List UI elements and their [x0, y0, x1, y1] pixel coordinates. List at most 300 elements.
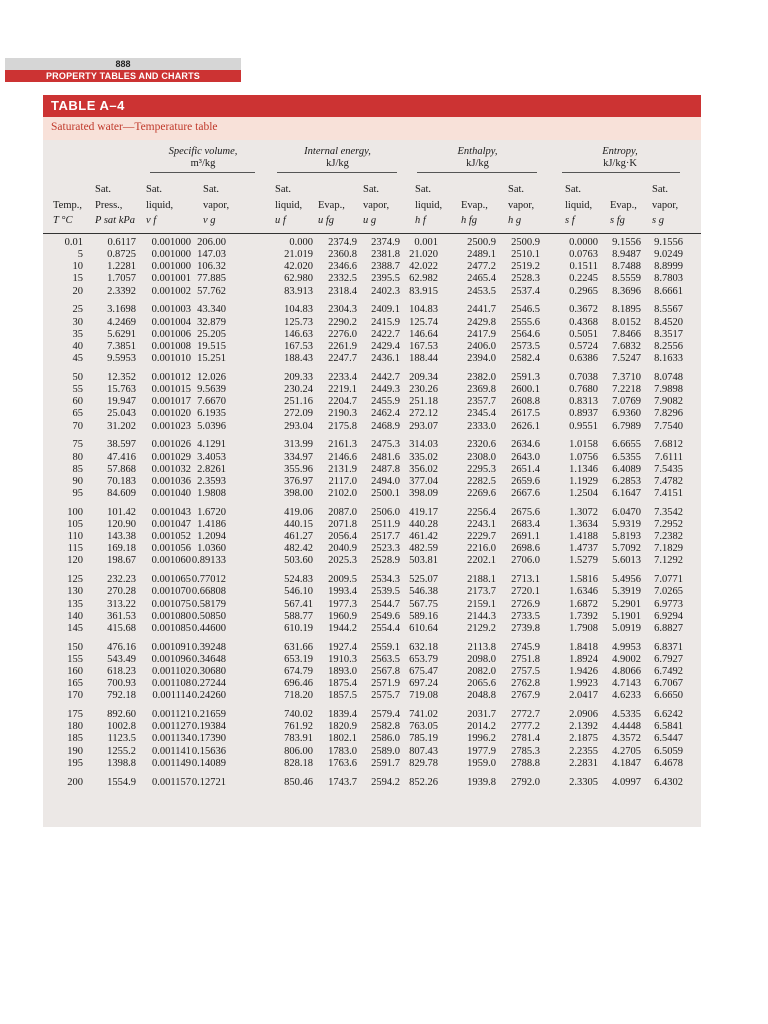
table-cell: 2691.1 [511, 531, 540, 543]
table-cell: 0.001127 [152, 721, 191, 733]
table-cell: 7.2952 [654, 518, 683, 530]
table-cell: 145 [67, 622, 83, 634]
table-cell: 2009.5 [328, 574, 357, 586]
table-cell: 2762.8 [511, 678, 540, 690]
table-cell: 230.24 [284, 384, 313, 396]
table-cell: 6.7989 [612, 420, 641, 432]
table-cell: 0.001008 [151, 340, 191, 352]
table-cell: 1398.8 [107, 757, 136, 769]
table-cell: 2698.6 [511, 543, 540, 555]
divider [417, 172, 537, 173]
table-row [43, 709, 701, 721]
table-cell: 1.4188 [569, 531, 598, 543]
table-cell: 2357.7 [467, 396, 496, 408]
table-cell: 0.24260 [191, 690, 226, 702]
table-cell: 70 [72, 420, 83, 432]
table-cell: 1.3072 [569, 506, 598, 518]
table-cell: 8.4520 [654, 316, 683, 328]
table-cell: 7.2382 [654, 531, 683, 543]
table-cell: 0.17390 [191, 733, 226, 745]
table-cell: 0.001000 [151, 237, 191, 248]
table-cell: 674.79 [284, 666, 313, 677]
table-cell: 15.251 [197, 353, 226, 365]
table-cell: 1.4186 [197, 518, 226, 530]
table-row [43, 531, 701, 543]
table-cell: 0.001001 [151, 273, 191, 285]
table-cell: 1.7392 [569, 610, 598, 622]
table-title: TABLE A–4 [51, 98, 125, 113]
table-cell: 2381.8 [371, 249, 400, 261]
table-row [43, 746, 701, 758]
table-cell: 2453.5 [467, 285, 496, 297]
table-cell: 1.7057 [107, 273, 136, 285]
table-cell: 2320.6 [467, 439, 496, 451]
table-cell: 2555.6 [511, 316, 540, 328]
table-cell: 272.09 [284, 408, 313, 420]
table-row [43, 611, 701, 623]
table-cell: 482.42 [284, 543, 313, 555]
page-header [5, 58, 241, 82]
table-cell: 1993.4 [328, 586, 357, 598]
table-cell: 2388.7 [371, 261, 400, 273]
table-cell: 6.9294 [654, 610, 683, 622]
column-header-temp: T °C [53, 215, 73, 226]
column-header-hfg: Evap., [461, 200, 488, 211]
table-cell: 0.19384 [191, 721, 226, 733]
table-cell: 2087.0 [328, 506, 357, 518]
table-cell: 1996.2 [467, 733, 496, 745]
column-header-hf: h f [415, 215, 426, 226]
column-header-sg: s g [652, 215, 664, 226]
table-cell: 567.41 [284, 598, 313, 610]
table-cell: 0.0763 [569, 249, 598, 261]
table-cell: 7.6670 [197, 396, 226, 408]
table-cell: 2546.5 [511, 304, 540, 316]
table-cell: 8.9487 [612, 249, 641, 261]
table-cell: 6.1935 [197, 408, 226, 420]
table-cell: 2544.7 [371, 598, 400, 610]
table-cell: 0.001023 [151, 420, 191, 432]
column-header-ug: u g [363, 215, 377, 226]
column-header-ug: Sat. [363, 184, 380, 195]
table-cell: 270.28 [107, 586, 136, 598]
table-cell: 8.7803 [654, 273, 683, 285]
table-cell: 0.6117 [107, 237, 136, 248]
table-cell: 2591.3 [511, 371, 540, 383]
table-cell: 2600.1 [511, 384, 540, 396]
table-cell: 115 [67, 543, 83, 555]
table-cell: 482.59 [409, 543, 438, 555]
table-cell: 2161.3 [328, 439, 357, 451]
table-cell: 0.5724 [569, 340, 598, 352]
table-cell: 90 [72, 475, 83, 487]
table-cell: 1.8924 [569, 653, 598, 665]
table-cell: 313.22 [107, 598, 136, 610]
table-cell: 8.8999 [654, 261, 683, 273]
table-cell: 1.3634 [569, 518, 598, 530]
entropy-header: Entropy, kJ/kg·K [602, 146, 638, 169]
table-row [43, 273, 701, 285]
table-cell: 251.16 [284, 396, 313, 408]
table-cell: 2256.4 [467, 506, 496, 518]
table-cell: 807.43 [409, 745, 438, 757]
table-cell: 165 [67, 678, 83, 690]
table-cell: 2332.5 [328, 273, 357, 285]
table-cell: 200 [67, 776, 83, 788]
table-row [43, 396, 701, 408]
table-cell: 2098.0 [467, 653, 496, 665]
table-cell: 105 [67, 518, 83, 530]
table-cell: 55 [72, 384, 83, 396]
table-cell: 2554.4 [371, 622, 400, 634]
table-cell: 2591.7 [371, 757, 400, 769]
table-cell: 6.1647 [612, 487, 641, 499]
table-row [43, 777, 701, 789]
table-cell: 7.0265 [654, 586, 683, 598]
table-cell: 763.05 [409, 721, 438, 733]
table-cell: 2582.8 [371, 721, 400, 733]
table-cell: 146.63 [284, 328, 313, 340]
table-cell: 0.001017 [151, 396, 191, 408]
table-cell: 525.07 [409, 574, 438, 586]
table-cell: 2429.8 [467, 316, 496, 328]
table-cell: 2346.6 [328, 261, 357, 273]
table-row [43, 329, 701, 341]
column-header-sf: liquid, [565, 200, 593, 211]
table-cell: 77.885 [197, 273, 226, 285]
table-cell: 0.001056 [151, 543, 191, 555]
table-cell: 741.02 [409, 709, 438, 721]
table-cell: 209.34 [409, 371, 438, 383]
table-cell: 1.7908 [569, 622, 598, 634]
column-header-hf: Sat. [415, 184, 432, 195]
table-cell: 110 [67, 531, 83, 543]
table-cell: 2.2355 [569, 745, 598, 757]
table-cell: 1.6872 [569, 598, 598, 610]
table-row [43, 623, 701, 635]
table-cell: 42.022 [409, 261, 438, 273]
table-cell: 2449.3 [371, 384, 400, 396]
table-cell: 6.6242 [654, 709, 683, 721]
table-row [43, 452, 701, 464]
table-cell: 12.026 [197, 371, 226, 383]
table-cell: 1.0158 [569, 439, 598, 451]
table-cell: 546.38 [409, 586, 438, 598]
table-cell: 2442.7 [371, 371, 400, 383]
table-cell: 188.44 [409, 353, 438, 365]
table-cell: 0.6386 [569, 353, 598, 365]
table-cell: 6.0470 [612, 506, 641, 518]
table-cell: 4.0997 [612, 776, 641, 788]
table-cell: 7.5247 [612, 353, 641, 365]
table-cell: 2048.8 [467, 690, 496, 702]
column-header-hf: liquid, [415, 200, 443, 211]
table-cell: 0.001026 [151, 439, 191, 451]
table-cell: 6.2853 [612, 475, 641, 487]
table-cell: 57.868 [107, 463, 136, 475]
table-cell: 1.9808 [197, 487, 226, 499]
table-row [43, 519, 701, 531]
table-cell: 1.6346 [569, 586, 598, 598]
table-cell: 0.001000 [151, 249, 191, 261]
table-cell: 209.33 [284, 371, 313, 383]
table-cell: 5.0919 [612, 622, 641, 634]
table-cell: 2395.5 [371, 273, 400, 285]
table-cell: 101.42 [107, 506, 136, 518]
table-cell: 0.001036 [151, 475, 191, 487]
table-cell: 6.7067 [654, 678, 683, 690]
table-cell: 2500.9 [511, 237, 540, 248]
table-cell: 2785.3 [511, 745, 540, 757]
table-cell: 588.77 [284, 610, 313, 622]
table-cell: 7.8296 [654, 408, 683, 420]
table-cell: 0.30680 [191, 666, 226, 677]
table-row [43, 555, 701, 567]
table-cell: 40 [72, 340, 83, 352]
table-cell: 2792.0 [511, 776, 540, 788]
table-cell: 169.18 [107, 543, 136, 555]
divider [562, 172, 680, 173]
table-cell: 8.0748 [654, 371, 683, 383]
table-cell: 0.8725 [107, 249, 136, 261]
table-cell: 335.02 [409, 451, 438, 463]
table-cell: 143.38 [107, 531, 136, 543]
table-cell: 125.74 [409, 316, 438, 328]
table-cell: 2229.7 [467, 531, 496, 543]
table-cell: 0.34648 [191, 653, 226, 665]
table-cell: 42.020 [284, 261, 313, 273]
table-cell: 2409.1 [371, 304, 400, 316]
table-cell: 9.1556 [612, 237, 641, 248]
table-cell: 188.43 [284, 353, 313, 365]
page-number: 888 [5, 58, 241, 70]
table-cell: 2216.0 [467, 543, 496, 555]
table-cell: 675.47 [409, 666, 438, 677]
table-cell: 2586.0 [371, 733, 400, 745]
table-cell: 3.1698 [107, 304, 136, 316]
table-cell: 850.46 [284, 776, 313, 788]
table-subtitle: Saturated water—Temperature table [51, 121, 218, 133]
table-cell: 2117.0 [328, 475, 357, 487]
column-header-vf: v f [146, 215, 157, 226]
table-cell: 1763.6 [328, 757, 357, 769]
table-cell: 2.3392 [107, 285, 136, 297]
table-cell: 1893.0 [328, 666, 357, 677]
table-row [43, 317, 701, 329]
table-cell: 2382.0 [467, 371, 496, 383]
column-header-sfg: s fg [610, 215, 625, 226]
table-cell: 8.0152 [612, 316, 641, 328]
table-cell: 2159.1 [467, 598, 496, 610]
table-cell: 0.001102 [152, 666, 191, 677]
table-cell: 4.4448 [612, 721, 641, 733]
table-row [43, 586, 701, 598]
table-cell: 2757.5 [511, 666, 540, 677]
table-cell: 155 [67, 653, 83, 665]
table-row [43, 758, 701, 770]
header-rule [43, 233, 701, 234]
table-cell: 2528.3 [511, 273, 540, 285]
table-cell: 2713.1 [511, 574, 540, 586]
column-header-sg: vapor, [652, 200, 679, 211]
table-cell: 0.001040 [151, 487, 191, 499]
table-row [43, 507, 701, 519]
table-cell: 2190.3 [328, 408, 357, 420]
table-cell: 0.001012 [151, 371, 191, 383]
table-cell: 0.001010 [151, 353, 191, 365]
table-cell: 1.6720 [197, 506, 226, 518]
table-cell: 9.5639 [197, 384, 226, 396]
table-cell: 7.1829 [654, 543, 683, 555]
table-row [43, 341, 701, 353]
table-cell: 5.4956 [612, 574, 641, 586]
table-cell: 0.001114 [152, 690, 191, 702]
table-cell: 4.9002 [612, 653, 641, 665]
table-cell: 6.7492 [654, 666, 683, 677]
table-cell: 62.982 [409, 273, 438, 285]
table-cell: 2726.9 [511, 598, 540, 610]
table-cell: 2429.4 [371, 340, 400, 352]
table-cell: 356.02 [409, 463, 438, 475]
table-cell: 2511.9 [371, 518, 400, 530]
table-cell: 610.19 [284, 622, 313, 634]
table-cell: 0.77012 [191, 574, 226, 586]
table-cell: 106.32 [197, 261, 226, 273]
table-cell: 0.001108 [152, 678, 191, 690]
table-cell: 567.75 [409, 598, 438, 610]
table-cell: 2436.1 [371, 353, 400, 365]
table-cell: 589.16 [409, 610, 438, 622]
column-header-hg: Sat. [508, 184, 525, 195]
column-header-temp: Temp., [53, 200, 83, 211]
table-cell: 2.2831 [569, 757, 598, 769]
table-cell: 1.1346 [569, 463, 598, 475]
table-cell: 2617.5 [511, 408, 540, 420]
table-cell: 4.1291 [197, 439, 226, 451]
table-cell: 2517.7 [371, 531, 400, 543]
table-cell: 7.9082 [654, 396, 683, 408]
table-cell: 8.1895 [612, 304, 641, 316]
table-cell: 70.183 [107, 475, 136, 487]
table-cell: 419.17 [409, 506, 438, 518]
table-cell: 4.7143 [612, 678, 641, 690]
table-cell: 147.03 [197, 249, 226, 261]
table-cell: 2549.6 [371, 610, 400, 622]
table-cell: 2113.8 [467, 641, 496, 653]
table-cell: 32.879 [197, 316, 226, 328]
table-cell: 7.4782 [654, 475, 683, 487]
table-cell: 120 [67, 555, 83, 567]
table-cell: 2129.2 [467, 622, 496, 634]
table-cell: 0.15636 [191, 745, 226, 757]
table-cell: 5.1901 [612, 610, 641, 622]
table-cell: 0.89133 [191, 555, 226, 567]
table-cell: 0.27244 [191, 678, 226, 690]
table-row [43, 721, 701, 733]
table-cell: 6.4302 [654, 776, 683, 788]
table-cell: 0.4368 [569, 316, 598, 328]
table-cell: 8.5559 [612, 273, 641, 285]
table-cell: 4.6233 [612, 690, 641, 702]
table-row [43, 599, 701, 611]
table-cell: 206.00 [197, 237, 226, 248]
table-cell: 2031.7 [467, 709, 496, 721]
table-cell: 8.3696 [612, 285, 641, 297]
table-cell: 0.001043 [151, 506, 191, 518]
table-row [43, 408, 701, 420]
table-cell: 461.42 [409, 531, 438, 543]
table-cell: 31.202 [107, 420, 136, 432]
table-cell: 1.1929 [569, 475, 598, 487]
table-cell: 2374.9 [371, 237, 400, 248]
table-cell: 2071.8 [328, 518, 357, 530]
table-cell: 785.19 [409, 733, 438, 745]
table-cell: 15 [72, 273, 83, 285]
table-cell: 0.001091 [151, 641, 191, 653]
table-cell: 25.043 [107, 408, 136, 420]
table-cell: 2146.6 [328, 451, 357, 463]
table-cell: 0.001060 [151, 555, 191, 567]
table-cell: 25 [72, 304, 83, 316]
table-cell: 761.92 [284, 721, 313, 733]
table-cell: 2534.3 [371, 574, 400, 586]
table-cell: 2510.1 [511, 249, 540, 261]
table-cell: 2318.4 [328, 285, 357, 297]
table-cell: 0.001070 [151, 586, 191, 598]
table-cell: 1802.1 [328, 733, 357, 745]
table-cell: 25.205 [197, 328, 226, 340]
table-cell: 2667.6 [511, 487, 540, 499]
table-cell: 2188.1 [467, 574, 496, 586]
table-cell: 7.5435 [654, 463, 683, 475]
table-cell: 440.15 [284, 518, 313, 530]
table-cell: 2675.6 [511, 506, 540, 518]
table-cell: 0.39248 [191, 641, 226, 653]
table-cell: 4.8066 [612, 666, 641, 677]
table-cell: 2394.0 [467, 353, 496, 365]
table-cell: 5.3919 [612, 586, 641, 598]
table-cell: 2506.0 [371, 506, 400, 518]
table-cell: 0.5051 [569, 328, 598, 340]
table-cell: 125 [67, 574, 83, 586]
table-cell: 0.001065 [151, 574, 191, 586]
table-cell: 0.0000 [569, 237, 598, 248]
column-header-uf: liquid, [275, 200, 303, 211]
table-cell: 476.16 [107, 641, 136, 653]
table-cell: 6.7927 [654, 653, 683, 665]
table-cell: 0.7680 [569, 384, 598, 396]
table-cell: 185 [67, 733, 83, 745]
table-cell: 2247.7 [328, 353, 357, 365]
table-cell: 2.8261 [197, 463, 226, 475]
table-cell: 2462.4 [371, 408, 400, 420]
table-cell: 6.8827 [654, 622, 683, 634]
table-cell: 6.9360 [612, 408, 641, 420]
table-cell: 2487.8 [371, 463, 400, 475]
table-cell: 20 [72, 285, 83, 297]
table-cell: 2539.5 [371, 586, 400, 598]
table-cell: 190 [67, 745, 83, 757]
table-cell: 0.01 [64, 237, 83, 248]
table-cell: 8.2556 [654, 340, 683, 352]
table-cell: 7.0769 [612, 396, 641, 408]
table-row [43, 439, 701, 451]
table-cell: 7.3851 [107, 340, 136, 352]
table-cell: 2567.8 [371, 666, 400, 677]
table-cell: 4.9953 [612, 641, 641, 653]
table-cell: 361.53 [107, 610, 136, 622]
table-cell: 2276.0 [328, 328, 357, 340]
